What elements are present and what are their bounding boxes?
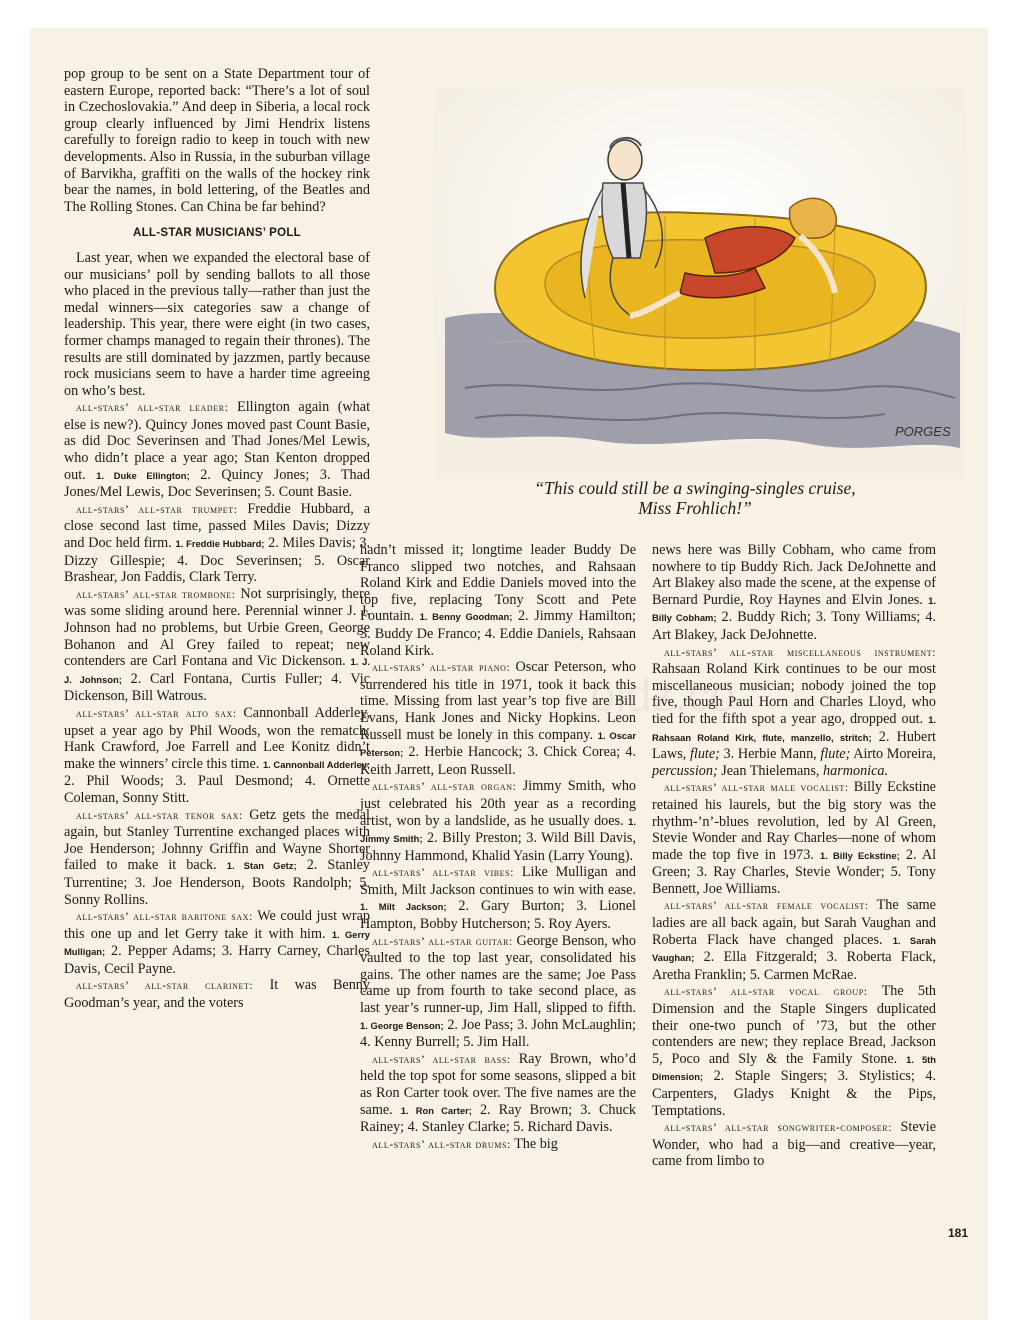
cartoon-illustration	[435, 88, 965, 478]
category-alto-sax: all-stars’ all-star alto sax: Cannonball Adderley, upset a year ago by Phil Woods, won the rematch; Hank Crawford, Joe Farrell and Lee Konitz didn’t make the winners’ circle this time. 1. Cannonball Adderley; 2. Phil Woods; 3. Paul Desmond; 4. Ornette Coleman, Sonny Stitt.	[64, 704, 370, 806]
category-female-vocalist: all-stars’ all-star female vocalist: The same ladies are all back again, but Sarah Vaughan and Roberta Flack have changed places. 1. Sarah Vaughan; 2. Ella Fitzgerald; 3. Roberta Flack, Aretha Franklin; 5. Carmen McRae.	[652, 897, 936, 983]
magazine-page	[30, 28, 988, 1320]
category-trumpet: all-stars’ all-star trumpet: Freddie Hubbard, a close second last time, passed Miles Davis; Dizzy and Doc held firm. 1. Freddie Hubbard; 2. Miles Davis; 3. Dizzy Gillespie; 4. Doc Severinsen; 5. Oscar Brashear, Jon Faddis, Clark Terry.	[64, 500, 371, 586]
category-male-vocalist: all-stars’ all-star male vocalist: Billy Eckstine retained his laurels, but the big story was the rhythm-’n’-blues revolution, led by Al Green, Stevie Wonder and Ray Charles—none of whom made the top five in 1973. 1. Billy Eckstine; 2. Al Green; 3. Ray Charles, Stevie Wonder; 5. Tony Bennett, Joe Williams.	[652, 779, 937, 897]
intro-paragraph: pop group to be sent on a State Department tour of eastern Europe, reported back: “There’s a lot of soul in Czechoslovakia.” And deep in Siberia, a local rock group clearly influenced by Jimi Hendrix listens carefully to foreign radio to keep in touch with new developments. Also in Russia, in the suburban village of Barvikha, graffiti on the walls of the hockey rink bear the names, in bold lettering, of the Beatles and The Rolling Stones. Can China be far behind?	[64, 66, 370, 215]
artist-signature: PORGES	[895, 424, 951, 439]
poll-intro-paragraph: Last year, when we expanded the electoral base of our musicians’ poll by sending ballots to all those who placed in the previous tally—rather than just the medal winners—six categories saw a change of leadership. This year, there were eight (in two cases, former champs managed to regain their thrones). The results are still dominated by jazzmen, partly because rock musicians seem to have a harder time agreeing on who’s best.	[64, 249, 370, 399]
category-baritone-sax: all-stars’ all-star baritone sax: We could just wrap this one up and let Gerry take it with him. 1. Gerry Mulligan; 2. Pepper Adams; 3. Harry Carney, Charles Davis, Cecil Payne.	[64, 908, 371, 977]
category-vocal-group: all-stars’ all-star vocal group: The 5th Dimension and the Staple Singers duplicated their one-two punch of ’73, but the other contenders are new; they replace Bread, Jackson 5, Poco and Sly & the Family Stone. 1. 5th Dimension; 2. Staple Singers; 3. Stylistics; 4. Carpenters, Gladys Knight & the Pips, Temptations.	[652, 983, 937, 1119]
category-drums-cont: news here was Billy Cobham, who came from nowhere to tip Buddy Rich. Jack DeJohnette and Art Blakey also made the scene, at the expense of Bernard Purdie, Roy Haynes and Elvin Jones. 1. Billy Cobham; 2. Buddy Rich; 3. Tony Williams; 4. Art Blakey, Jack DeJohnette.	[652, 542, 937, 643]
category-clarinet: all-stars’ all-star clarinet: It was Benny Goodman’s year, and the voters	[64, 977, 370, 1012]
column-3	[652, 542, 936, 1170]
category-organ: all-stars’ all-star organ: Jimmy Smith, who just celebrated his 20th year as a recording artist, won by a landslide, as he usually does. 1. Jimmy Smith; 2. Billy Preston; 3. Wild Bill Davis, Johnny Hammond, Khalid Yasin (Larry Young).	[360, 778, 637, 864]
watermark: oldz.co	[590, 669, 736, 721]
column-1	[64, 66, 370, 1012]
category-leader: all-stars’ all-star leader: Ellington again (what else is new?). Quincy Jones moved past Count Basie, as did Doc Severinsen and Thad Jones/Mel Lewis, who didn’t place a year ago; Stan Kenton dropped out. 1. Duke Ellington; 2. Quincy Jones; 3. Thad Jones/Mel Lewis, Doc Severinsen; 5. Count Basie.	[64, 399, 371, 501]
caption-line-2: Miss Frohlich!”	[638, 498, 752, 518]
category-piano: all-stars’ all-star piano: Oscar Peterson, who surrendered his title in 1971, took it back this time. Missing from last year’s top five are Bill Evans, Hank Jones and Nicky Hopkins. Leon Russell must be lonely in this company. 1. Oscar Peterson; 2. Herbie Hancock; 3. Chick Corea; 4. Keith Jarrett, Leon Russell.	[360, 659, 637, 778]
category-misc-instrument: all-stars’ all-star miscellaneous instrument: Rahsaan Roland Kirk continues to be our most miscellaneous musician; nobody joined the top five, though Paul Horn and Charles Lloyd, who tied for the fifth spot a year ago, dropped out. 1. Rahsaan Roland Kirk, flute, manzello, stritch; 2. Hubert Laws, flute; 3. Herbie Mann, flute; Airto Moreira, percussion; Jean Thielemans, harmonica.	[652, 646, 937, 779]
section-heading: ALL-STAR MUSICIANS’ POLL	[133, 227, 301, 240]
category-vibes: all-stars’ all-star vibes: Like Mulligan and Smith, Milt Jackson continues to win with ease. 1. Milt Jackson; 2. Gary Burton; 3. Lionel Hampton, Bobby Hutcherson; 5. Roy Ayers.	[360, 864, 636, 933]
caption-line-1: “This could still be a swinging-singles cruise,	[534, 478, 856, 498]
category-guitar: all-stars’ all-star guitar: George Benson, who vaulted to the top last year, consolidated his gains. The other names are the same; Joe Pass came up from fourth to take second place, as last year’s runner-up, Jim Hall, slipped to fifth. 1. George Benson; 2. Joe Pass; 3. John McLaughlin; 4. Kenny Burrell; 5. Jim Hall.	[360, 932, 636, 1051]
category-tenor-sax: all-stars’ all-star tenor sax: Getz gets the medal again, but Stanley Turrentine exchanged places with Joe Henderson; Johnny Griffin and Wayne Shorter failed to make it back. 1. Stan Getz; 2. Stanley Turrentine; 3. Joe Henderson, Boots Randolph; 5. Sonny Rollins.	[64, 806, 370, 908]
category-bass: all-stars’ all-star bass: Ray Brown, who’d held the top spot for some seasons, slipped a bit as Ron Carter took over. The five names are the same. 1. Ron Carter; 2. Ray Brown; 3. Chuck Rainey; 4. Stanley Clarke; 5. Richard Davis.	[360, 1050, 637, 1136]
column-2	[360, 542, 636, 1153]
category-clarinet-cont: hadn’t missed it; longtime leader Buddy De Franco slipped two notches, and Rahsaan Roland Kirk and Eddie Daniels moved into the top five, replacing Tony Scott and Pete Fountain. 1. Benny Goodman; 2. Jimmy Hamilton; 3. Buddy De Franco; 4. Eddie Daniels, Rahsaan Roland Kirk.	[360, 542, 636, 659]
page-number: 181	[948, 1226, 969, 1240]
category-drums: all-stars’ all-star drums: The big	[372, 1135, 558, 1152]
cartoon-caption	[435, 478, 955, 518]
category-songwriter: all-stars’ all-star songwriter-composer: Stevie Wonder, who had a big—and creative—year, came from limbo to	[652, 1119, 936, 1170]
cartoon-drawing	[435, 88, 965, 478]
category-trombone: all-stars’ all-star trombone: Not surprisingly, there was some sliding around here. Perennial winner J. J. Johnson had no problems, but Urbie Green, George Bohanon and Al Grey failed to repeat; new contenders are Carl Fontana and Vic Dickenson. 1. J. J. Johnson; 2. Carl Fontana, Curtis Fuller; 4. Vic Dickenson, Bill Watrous.	[64, 585, 371, 705]
